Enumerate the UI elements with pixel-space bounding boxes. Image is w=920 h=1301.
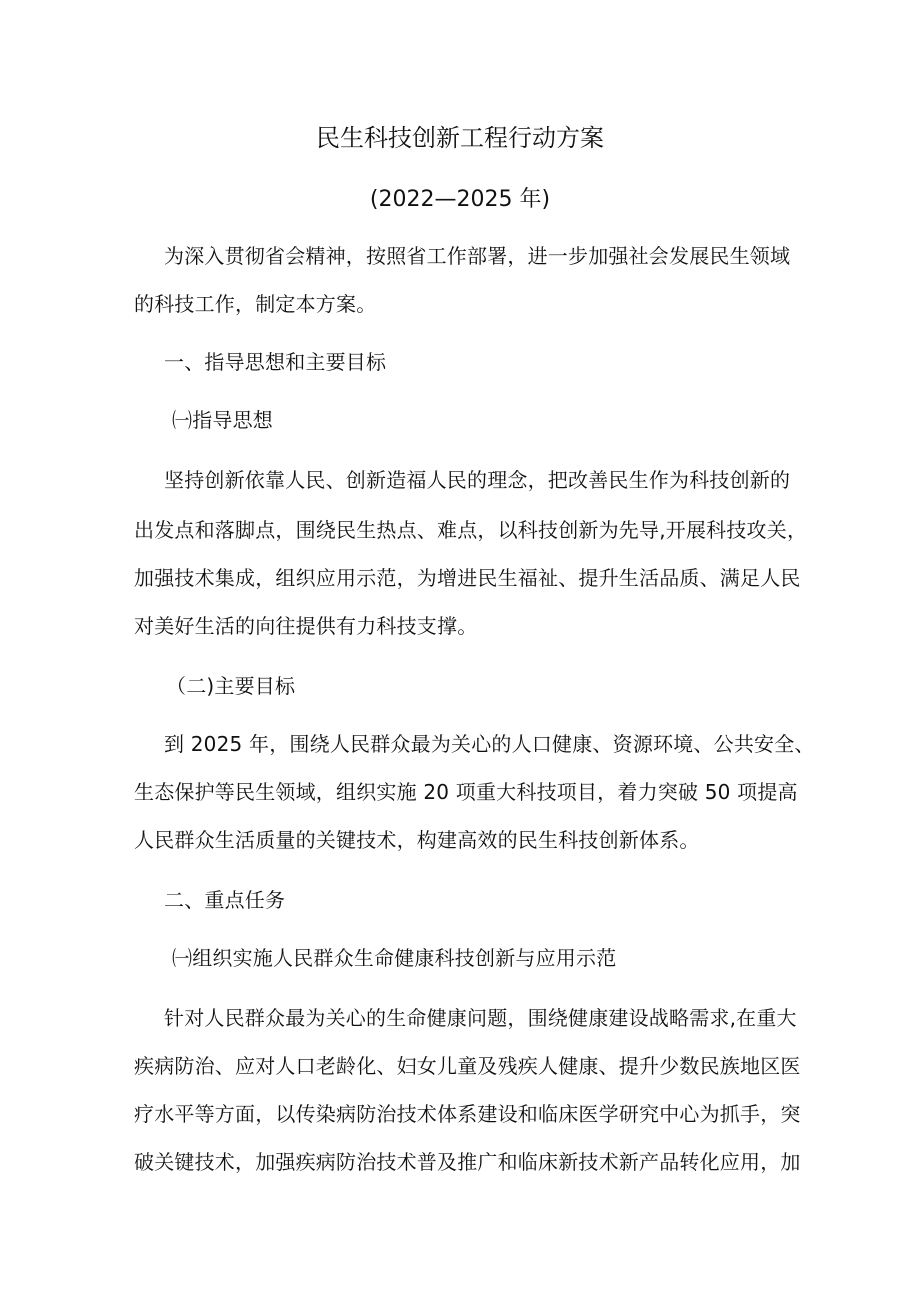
- section-1-sub-2-line-1: 到 2025 年，围绕人民群众最为关心的人口健康、资源环境、公共安全、: [164, 732, 815, 756]
- section-1-heading: 一、指导思想和主要目标: [164, 350, 387, 374]
- section-1-sub-2-line-3: 人民群众生活质量的关键技术，构建高效的民生科技创新体系。: [134, 828, 700, 852]
- section-1-sub-1-line-2: 出发点和落脚点，围绕民生热点、难点，以科技创新为先导,开展科技攻关，: [134, 518, 808, 542]
- section-1-sub-2-heading: （二)主要目标: [166, 674, 296, 698]
- section-2-sub-1-line-3: 疗水平等方面，以传染病防治技术体系建设和临床医学研究中心为抓手，突: [134, 1102, 801, 1126]
- intro-line-2: 的科技工作，制定本方案。: [134, 292, 377, 316]
- section-2-sub-1-line-1: 针对人民群众最为关心的生命健康问题，围绕健康建设战略需求,在重大: [164, 1006, 797, 1030]
- section-1-sub-2-line-2: 生态保护等民生领域，组织实施 20 项重大科技项目，着力突破 50 项提高: [134, 780, 798, 804]
- intro-line-1: 为深入贯彻省会精神，按照省工作部署，进一步加强社会发展民生领域: [164, 244, 791, 268]
- section-1-sub-1-line-1: 坚持创新依靠人民、创新造福人民的理念，把改善民生作为科技创新的: [164, 468, 791, 492]
- document-title: 民生科技创新工程行动方案: [316, 124, 604, 152]
- section-2-heading: 二、重点任务: [164, 888, 286, 912]
- document-subtitle: (2022—2025 年): [369, 187, 551, 212]
- section-1-sub-1-heading: ㈠指导思想: [172, 408, 273, 432]
- section-2-sub-1-heading: ㈠组织实施人民群众生命健康科技创新与应用示范: [172, 946, 617, 970]
- section-2-sub-1-line-4: 破关键技术，加强疾病防治技术普及推广和临床新技术新产品转化应用，加: [134, 1150, 801, 1174]
- section-1-sub-1-line-3: 加强技术集成，组织应用示范，为增进民生福祉、提升生活品质、满足人民: [134, 566, 801, 590]
- section-2-sub-1-line-2: 疾病防治、应对人口老龄化、妇女儿童及残疾人健康、提升少数民族地区医: [134, 1054, 801, 1078]
- section-1-sub-1-line-4: 对美好生活的向往提供有力科技支撑。: [134, 614, 478, 638]
